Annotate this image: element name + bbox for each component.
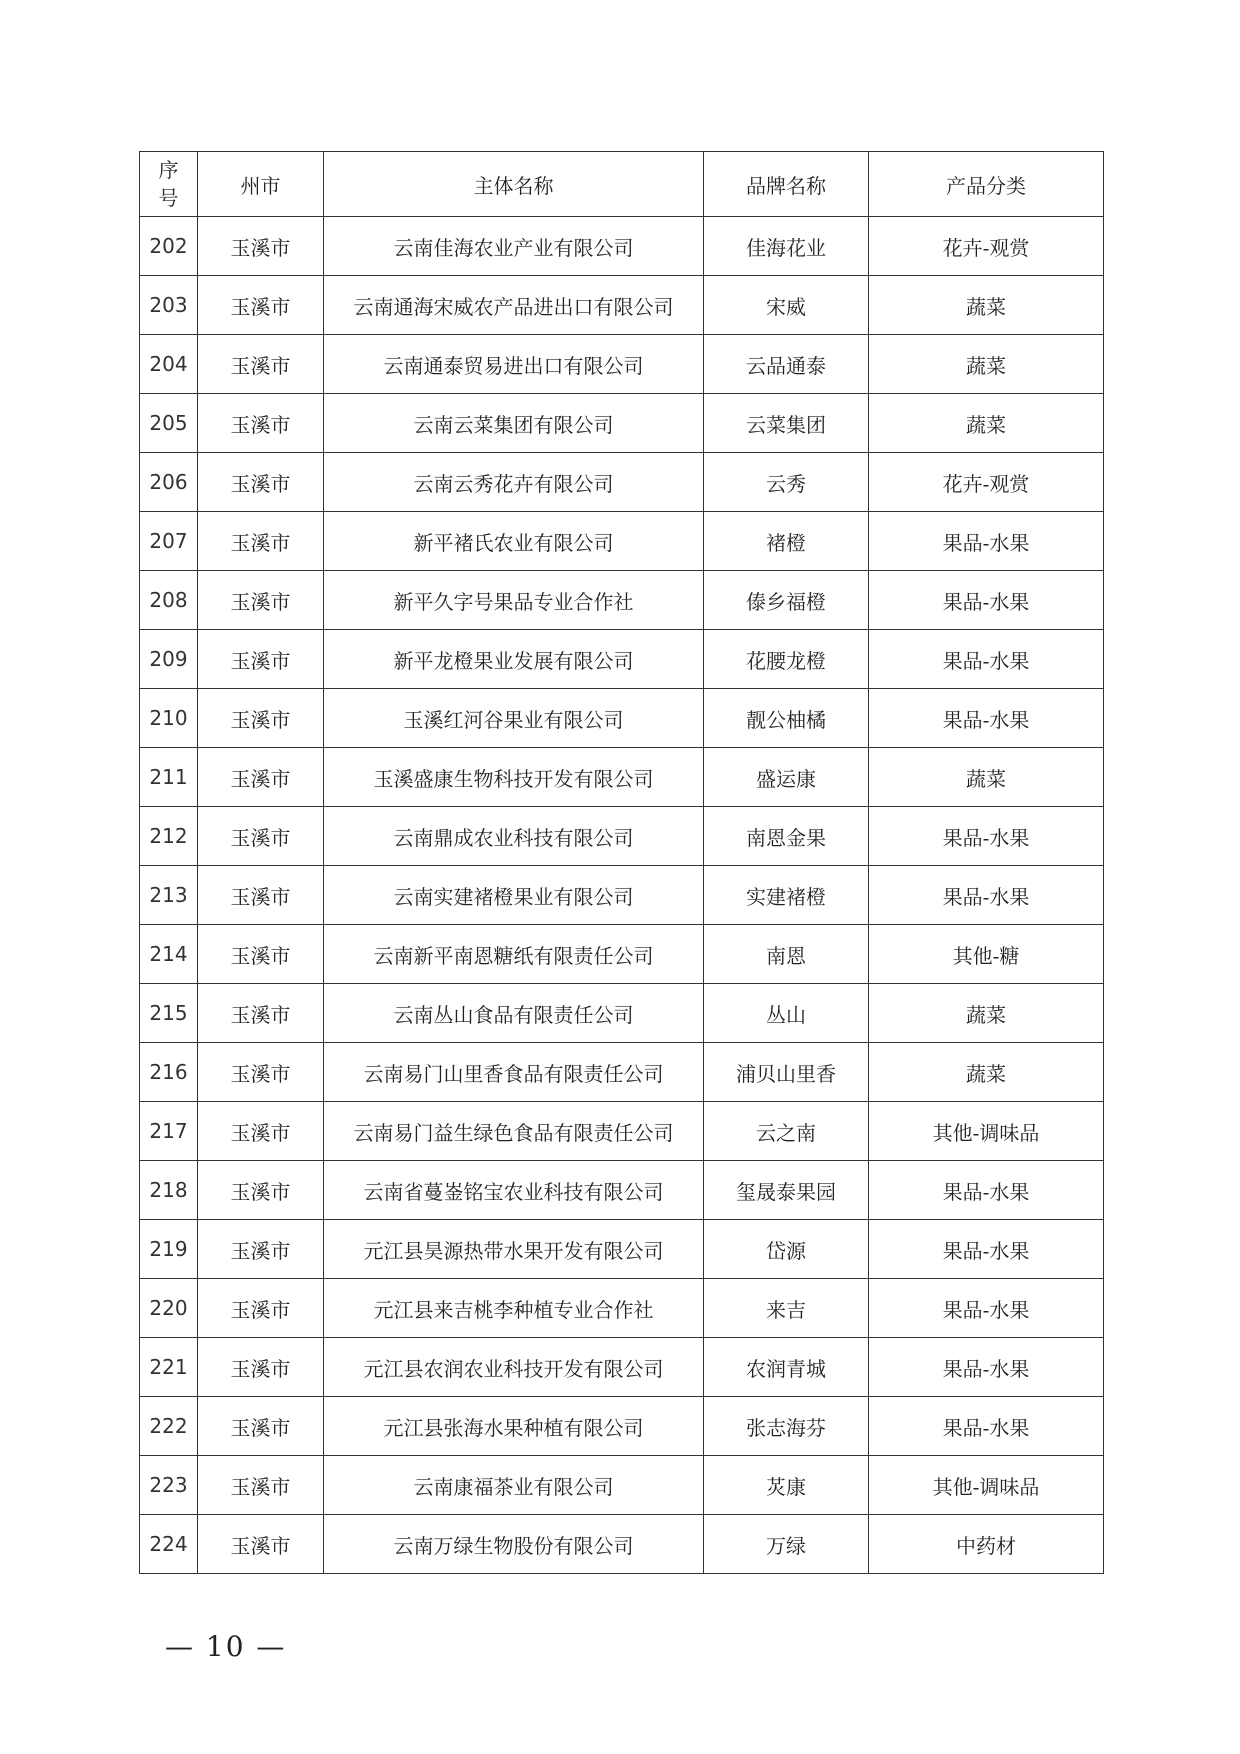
page-number: — 10 —	[165, 1630, 287, 1663]
cell-seq: 216	[140, 1043, 198, 1102]
cell-brand: 花腰龙橙	[704, 630, 869, 689]
cell-city: 玉溪市	[198, 1338, 324, 1397]
cell-category: 中药材	[869, 1515, 1104, 1574]
cell-seq: 209	[140, 630, 198, 689]
cell-seq: 215	[140, 984, 198, 1043]
cell-seq: 212	[140, 807, 198, 866]
cell-city: 玉溪市	[198, 217, 324, 276]
cell-brand: 浦贝山里香	[704, 1043, 869, 1102]
cell-category: 花卉-观赏	[869, 453, 1104, 512]
cell-entity: 云南万绿生物股份有限公司	[324, 1515, 704, 1574]
cell-entity: 云南云秀花卉有限公司	[324, 453, 704, 512]
cell-category: 蔬菜	[869, 335, 1104, 394]
table-row	[140, 866, 1104, 925]
header-seq-line2: 号	[158, 186, 179, 210]
table-row	[140, 217, 1104, 276]
cell-city: 玉溪市	[198, 1279, 324, 1338]
table-row	[140, 925, 1104, 984]
header-entity: 主体名称	[324, 152, 704, 217]
cell-entity: 玉溪红河谷果业有限公司	[324, 689, 704, 748]
cell-entity: 云南省蔓崟铭宝农业科技有限公司	[324, 1161, 704, 1220]
cell-brand: 宋威	[704, 276, 869, 335]
cell-brand: 傣乡福橙	[704, 571, 869, 630]
cell-brand: 盛运康	[704, 748, 869, 807]
cell-seq: 204	[140, 335, 198, 394]
table-row	[140, 1338, 1104, 1397]
cell-category: 蔬菜	[869, 276, 1104, 335]
cell-entity: 云南实建褚橙果业有限公司	[324, 866, 704, 925]
cell-city: 玉溪市	[198, 1220, 324, 1279]
cell-category: 花卉-观赏	[869, 217, 1104, 276]
cell-seq: 217	[140, 1102, 198, 1161]
cell-entity: 新平褚氏农业有限公司	[324, 512, 704, 571]
cell-category: 果品-水果	[869, 866, 1104, 925]
cell-brand: 万绿	[704, 1515, 869, 1574]
table-row	[140, 276, 1104, 335]
cell-seq: 206	[140, 453, 198, 512]
cell-category: 果品-水果	[869, 1161, 1104, 1220]
cell-category: 果品-水果	[869, 571, 1104, 630]
cell-brand: 云之南	[704, 1102, 869, 1161]
table-row	[140, 512, 1104, 571]
cell-category: 其他-调味品	[869, 1102, 1104, 1161]
cell-entity: 云南丛山食品有限责任公司	[324, 984, 704, 1043]
header-brand: 品牌名称	[704, 152, 869, 217]
table-row	[140, 1220, 1104, 1279]
cell-entity: 云南佳海农业产业有限公司	[324, 217, 704, 276]
cell-seq: 203	[140, 276, 198, 335]
cell-brand: 炗康	[704, 1456, 869, 1515]
cell-seq: 210	[140, 689, 198, 748]
cell-city: 玉溪市	[198, 512, 324, 571]
cell-entity: 云南易门益生绿色食品有限责任公司	[324, 1102, 704, 1161]
cell-city: 玉溪市	[198, 807, 324, 866]
cell-brand: 云秀	[704, 453, 869, 512]
cell-category: 蔬菜	[869, 394, 1104, 453]
cell-entity: 云南康福茶业有限公司	[324, 1456, 704, 1515]
cell-city: 玉溪市	[198, 984, 324, 1043]
cell-city: 玉溪市	[198, 748, 324, 807]
cell-category: 果品-水果	[869, 1397, 1104, 1456]
cell-city: 玉溪市	[198, 1397, 324, 1456]
table-row	[140, 453, 1104, 512]
cell-entity: 云南新平南恩糖纸有限责任公司	[324, 925, 704, 984]
cell-category: 蔬菜	[869, 1043, 1104, 1102]
cell-brand: 褚橙	[704, 512, 869, 571]
cell-category: 果品-水果	[869, 689, 1104, 748]
cell-seq: 205	[140, 394, 198, 453]
cell-category: 果品-水果	[869, 1220, 1104, 1279]
cell-brand: 靓公柚橘	[704, 689, 869, 748]
cell-seq: 220	[140, 1279, 198, 1338]
cell-city: 玉溪市	[198, 1515, 324, 1574]
cell-seq: 222	[140, 1397, 198, 1456]
table-row	[140, 1102, 1104, 1161]
cell-city: 玉溪市	[198, 394, 324, 453]
cell-seq: 223	[140, 1456, 198, 1515]
cell-category: 蔬菜	[869, 748, 1104, 807]
cell-seq: 214	[140, 925, 198, 984]
cell-city: 玉溪市	[198, 689, 324, 748]
cell-entity: 元江县农润农业科技开发有限公司	[324, 1338, 704, 1397]
cell-city: 玉溪市	[198, 335, 324, 394]
cell-entity: 云南通海宋威农产品进出口有限公司	[324, 276, 704, 335]
cell-city: 玉溪市	[198, 866, 324, 925]
header-city: 州市	[198, 152, 324, 217]
cell-city: 玉溪市	[198, 925, 324, 984]
header-row	[140, 152, 1104, 217]
cell-seq: 207	[140, 512, 198, 571]
cell-brand: 云菜集团	[704, 394, 869, 453]
table-row	[140, 1161, 1104, 1220]
table-row	[140, 630, 1104, 689]
cell-brand: 南恩金果	[704, 807, 869, 866]
cell-brand: 玺晟泰果园	[704, 1161, 869, 1220]
cell-seq: 221	[140, 1338, 198, 1397]
cell-brand: 佳海花业	[704, 217, 869, 276]
cell-seq: 224	[140, 1515, 198, 1574]
cell-city: 玉溪市	[198, 1456, 324, 1515]
header-seq	[140, 152, 198, 217]
cell-entity: 元江县来吉桃李种植专业合作社	[324, 1279, 704, 1338]
cell-seq: 202	[140, 217, 198, 276]
cell-seq: 218	[140, 1161, 198, 1220]
cell-category: 其他-调味品	[869, 1456, 1104, 1515]
cell-city: 玉溪市	[198, 453, 324, 512]
table-body	[140, 217, 1104, 1574]
cell-entity: 玉溪盛康生物科技开发有限公司	[324, 748, 704, 807]
cell-brand: 来吉	[704, 1279, 869, 1338]
cell-brand: 实建褚橙	[704, 866, 869, 925]
table-header	[140, 152, 1104, 217]
cell-entity: 云南易门山里香食品有限责任公司	[324, 1043, 704, 1102]
cell-entity: 云南云菜集团有限公司	[324, 394, 704, 453]
table-row	[140, 807, 1104, 866]
cell-category: 蔬菜	[869, 984, 1104, 1043]
cell-seq: 211	[140, 748, 198, 807]
table-row	[140, 1515, 1104, 1574]
table-row	[140, 1043, 1104, 1102]
cell-brand: 丛山	[704, 984, 869, 1043]
cell-category: 果品-水果	[869, 630, 1104, 689]
table-row	[140, 1456, 1104, 1515]
table-row	[140, 1279, 1104, 1338]
cell-seq: 219	[140, 1220, 198, 1279]
cell-entity: 新平久字号果品专业合作社	[324, 571, 704, 630]
cell-category: 果品-水果	[869, 807, 1104, 866]
table-row	[140, 571, 1104, 630]
table-row	[140, 984, 1104, 1043]
cell-category: 果品-水果	[869, 1338, 1104, 1397]
table-row	[140, 1397, 1104, 1456]
cell-city: 玉溪市	[198, 1102, 324, 1161]
header-category: 产品分类	[869, 152, 1104, 217]
cell-category: 果品-水果	[869, 1279, 1104, 1338]
cell-entity: 元江县张海水果种植有限公司	[324, 1397, 704, 1456]
header-seq-line1: 序	[158, 158, 179, 182]
cell-city: 玉溪市	[198, 1043, 324, 1102]
brand-list-table	[139, 151, 1104, 1574]
cell-category: 其他-糖	[869, 925, 1104, 984]
cell-brand: 岱源	[704, 1220, 869, 1279]
cell-city: 玉溪市	[198, 1161, 324, 1220]
cell-brand: 农润青城	[704, 1338, 869, 1397]
cell-brand: 南恩	[704, 925, 869, 984]
cell-brand: 张志海芬	[704, 1397, 869, 1456]
cell-city: 玉溪市	[198, 276, 324, 335]
table-row	[140, 394, 1104, 453]
cell-city: 玉溪市	[198, 571, 324, 630]
table-row	[140, 748, 1104, 807]
cell-entity: 新平龙橙果业发展有限公司	[324, 630, 704, 689]
cell-entity: 云南通泰贸易进出口有限公司	[324, 335, 704, 394]
cell-seq: 208	[140, 571, 198, 630]
cell-entity: 元江县昊源热带水果开发有限公司	[324, 1220, 704, 1279]
table-row	[140, 689, 1104, 748]
cell-entity: 云南鼎成农业科技有限公司	[324, 807, 704, 866]
cell-brand: 云品通泰	[704, 335, 869, 394]
table-row	[140, 335, 1104, 394]
cell-seq: 213	[140, 866, 198, 925]
cell-category: 果品-水果	[869, 512, 1104, 571]
cell-city: 玉溪市	[198, 630, 324, 689]
